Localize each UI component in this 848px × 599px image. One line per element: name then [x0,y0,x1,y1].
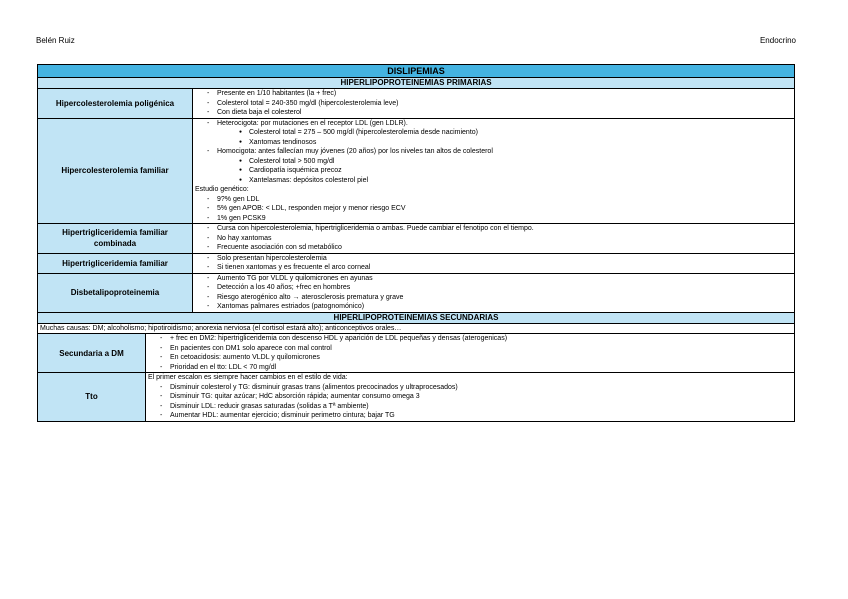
row-label: Hipercolesterolemia familiar [38,118,193,224]
row-label: Disbetalipoproteinemia [38,273,193,312]
list-item: - Riesgo aterogénico alto → aterosclerosis prematura y grave [207,293,792,303]
list-item: - 5% gen APOB: < LDL, responden mejor y menor riesgo ECV [207,204,792,214]
list-item: - Frecuente asociación con sd metabólico [207,243,792,253]
dislipemias-table [37,64,795,422]
list-item: - Aumento TG por VLDL y quilomicrones en ayunas [207,274,792,284]
list-item: - Aumentar HDL: aumentar ejercicio; disminuir perimetro cintura; bajar TG [160,411,792,421]
table-row [38,253,795,273]
list-item: - Xantomas palmares estriados (patognomónico) [207,302,792,312]
section-secundarias: HIPERLIPOPROTEINEMIAS SECUNDARIAS [38,312,795,323]
list-item: - Detección a los 40 años; +frec en hombres [207,283,792,293]
list-item: - Colesterol total = 240-350 mg/dl (hipercolesterolemia leve) [207,99,792,109]
row-content [146,334,795,373]
row-label: Secundaria a DM [38,334,146,373]
sub-item: ● Xantelasmas: depósitos colesterol piel [239,176,792,186]
list-item: - Con dieta baja el colesterol [207,108,792,118]
section-primarias: HIPERLIPOPROTEINEMIAS PRIMARIAS [38,78,795,89]
estudio-heading: Estudio genético: [195,186,249,193]
list-item: - 1% gen PCSK9 [207,214,792,224]
row-content [193,253,795,273]
author: Belén Ruiz [36,36,75,45]
table-row [38,273,795,312]
table-row [38,89,795,119]
sub-item: ● Colesterol total > 500 mg/dl [239,157,792,167]
list-item: - Solo presentan hipercolesterolemia [207,254,792,264]
list-item-text: Heterocigota: por mutaciones en el receptor LDL (gen LDLR). [217,119,408,127]
table-row [38,118,795,224]
sub-item: ● Xantomas tendinosos [239,138,792,148]
list-item: - No hay xantomas [207,234,792,244]
list-item: - En cetoacidosis: aumento VLDL y quilomicrones [160,353,792,363]
table-row [38,373,795,422]
row-content [193,273,795,312]
causas-row: Muchas causas: DM; alcoholismo; hipotiroidismo; anorexia nerviosa (el cortisol estará alto); anticonceptivos orales… [38,323,795,334]
list-item-text: Homocigota: antes fallecían muy jóvenes (20 años) por los niveles tan altos de colesterol [217,148,493,155]
list-item: - Disminuir TG: quitar azúcar; HdC absorción rápida; aumentar consumo omega 3 [160,392,792,402]
row-content [193,89,795,119]
list-item: - Si tienen xantomas y es frecuente el arco corneal [207,263,792,273]
row-content [146,373,795,422]
subject: Endocrino [759,36,796,45]
row-label: Hipercolesterolemia poligénica [38,89,193,119]
list-item: - 9?% gen LDL [207,195,792,205]
list-item: - Prioridad en el tto: LDL < 70 mg/dl [160,363,792,373]
sub-item: ● Cardiopatía isquémica precoz [239,166,792,176]
list-item: - Disminuir LDL: reducir grasas saturadas (solidas a Tª ambiente) [160,402,792,412]
sub-item: ● Colesterol total = 275 – 500 mg/dl (hipercolesterolemia desde nacimiento) [239,128,792,138]
list-item: - Disminuir colesterol y TG: disminuir grasas trans (alimentos precocinados y ultraprocesados) [160,383,792,393]
list-item: - En pacientes con DM1 solo aparece con mal control [160,344,792,354]
list-item: - Presente en 1/10 habitantes (la + frec) [207,89,792,99]
table-row [38,224,795,254]
list-item: - + frec en DM2: hipertrigliceridemia con descenso HDL y aparición de LDL pequeñas y densas (aterogenicas) [160,334,792,344]
list-item [207,119,792,148]
table-title: DISLIPEMIAS [38,65,795,78]
row-label: Hipertrigliceridemia familiar [38,253,193,273]
list-item [207,147,792,185]
tto-intro: El primer escalon es siempre hacer cambios en el estilo de vida: [148,374,348,381]
row-content [193,118,795,224]
row-label: Tto [38,373,146,422]
list-item: - Cursa con hipercolesterolemia, hipertrigliceridemia o ambas. Puede cambiar el fenotipo con el tiempo. [207,224,792,234]
table-row [38,334,795,373]
row-label: Hipertrigliceridemia familiar combinada [38,224,193,254]
row-content [193,224,795,254]
